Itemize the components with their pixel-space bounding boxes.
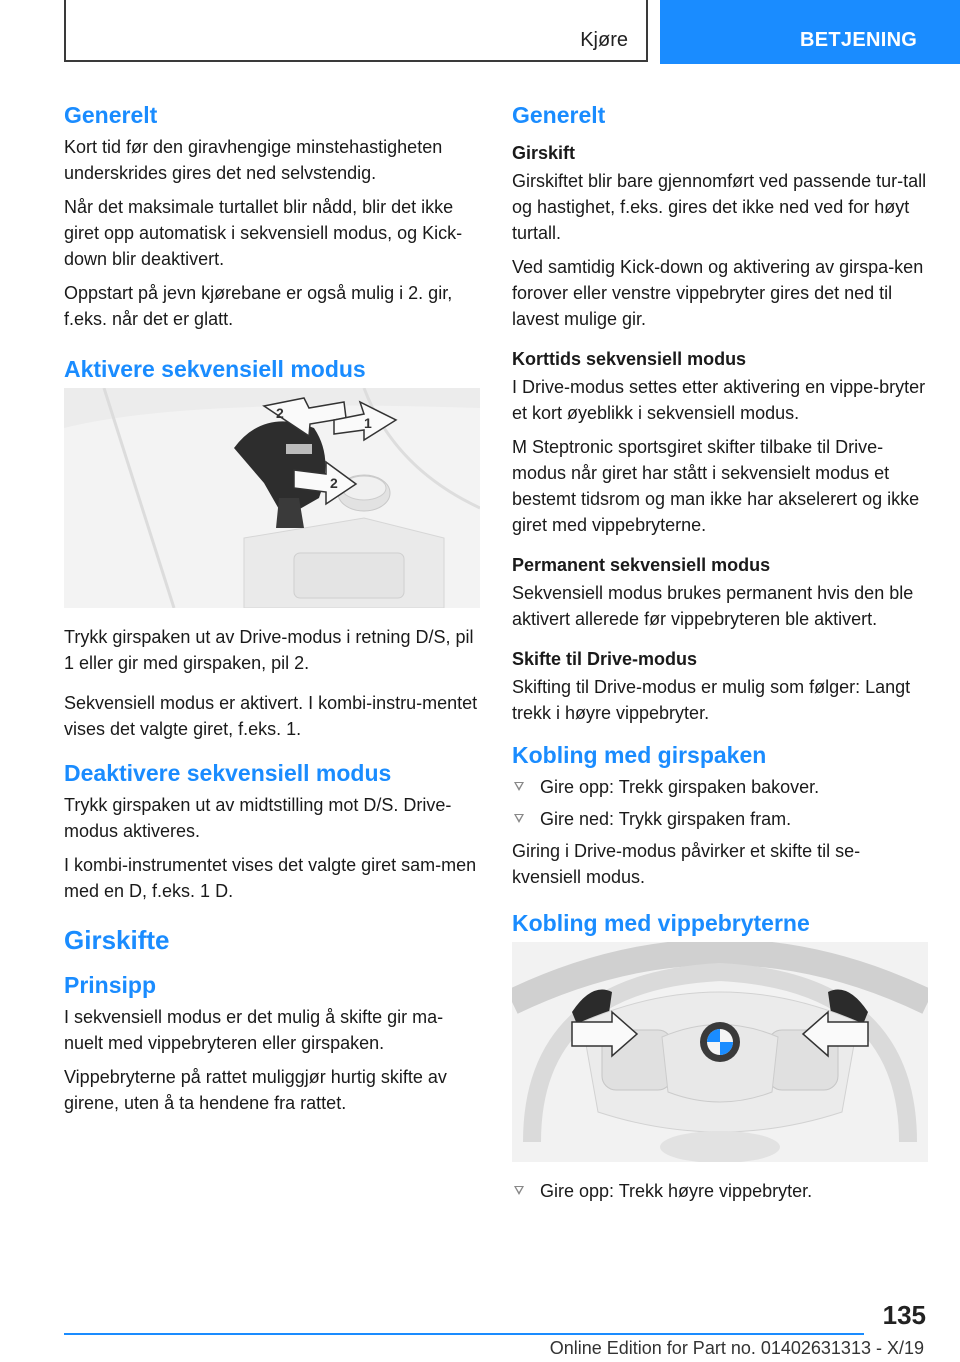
steering-wheel-svg (512, 942, 928, 1162)
gear-selector-illustration (64, 388, 480, 608)
subheading-girskift: Girskift (512, 143, 576, 163)
heading-deaktivere: Deaktivere sekvensiell modus (64, 760, 392, 786)
paragraph: Giring i Drive-modus påvirker et skifte til se-kvensiell modus. (512, 841, 861, 887)
left-column (64, 100, 480, 1124)
list-item (512, 1178, 928, 1204)
subheading-permanent: Permanent sekvensiell modus (512, 555, 771, 575)
page-header (0, 0, 960, 66)
footer-rule (64, 1333, 864, 1335)
figure-label-1: 1 (364, 415, 372, 431)
heading-generelt-right: Generelt (512, 102, 606, 128)
subheading-korttids: Korttids sekvensiell modus (512, 349, 747, 369)
list-item-text: Gire opp: Trekk høyre vippebryter. (540, 1181, 813, 1201)
list-item (512, 806, 928, 832)
paragraph: Oppstart på jevn kjørebane er også mulig i 2. gir, f.eks. når det er glatt. (64, 283, 453, 329)
paragraph: Kort tid før den giravhengige minstehastigheten underskrides gires det ned selvstendig. (64, 137, 443, 183)
footer-edition: Online Edition for Part no. 01402631313 - X/19 (549, 1338, 924, 1358)
header-section-box (64, 0, 648, 62)
triangle-bullet-icon (514, 1186, 524, 1195)
paragraph: Sekvensiell modus brukes permanent hvis den ble aktivert allerede før vippebryteren ble aktivert. (512, 583, 914, 629)
paragraph: Girskiftet blir bare gjennomført ved passende tur-tall og hastighet, f.eks. gires det ikke ned ved for høyt turtall. (512, 171, 927, 243)
heading-girskifte: Girskifte (64, 925, 170, 955)
list-item-text: Gire opp: Trekk girspaken bakover. (540, 777, 820, 797)
list-item-text: Gire ned: Trykk girspaken fram. (540, 809, 792, 829)
paragraph: Når det maksimale turtallet blir nådd, blir det ikke giret opp automatisk i sekvensiell modus, og Kick-down blir deaktivert. (64, 197, 463, 269)
triangle-bullet-icon (514, 814, 524, 823)
heading-generelt-left: Generelt (64, 102, 158, 128)
heading-kobling-vippebryterne: Kobling med vippebryterne (512, 910, 810, 936)
right-column (512, 100, 928, 1210)
page-number: 135 (882, 1300, 926, 1330)
paragraph: Trykk girspaken ut av Drive-modus i retning D/S, pil 1 eller gir med girspaken, pil 2. (64, 627, 474, 673)
figure-label-2-bottom: 2 (330, 475, 338, 491)
header-chapter-tab: BETJENING (660, 0, 960, 64)
subheading-skifte: Skifte til Drive-modus (512, 649, 698, 669)
heading-kobling-girspaken: Kobling med girspaken (512, 742, 767, 768)
paragraph: Vippebryterne på rattet muliggjør hurtig skifte av girene, uten å ta hendene fra rattet. (64, 1067, 447, 1113)
paragraph: Trykk girspaken ut av midtstilling mot D/S. Drive-modus aktiveres. (64, 795, 452, 841)
paragraph: I sekvensiell modus er det mulig å skifte gir ma-nuelt med vippebryteren eller girspaken. (64, 1007, 444, 1053)
paragraph: Skifting til Drive-modus er mulig som følger: Langt trekk i høyre vippebryter. (512, 677, 911, 723)
paragraph: Ved samtidig Kick-down og aktivering av girspa-ken forover eller venstre vippebryter gires det ned til lavest mulige gir. (512, 257, 924, 329)
steering-wheel-illustration (512, 942, 928, 1162)
triangle-bullet-icon (514, 782, 524, 791)
paragraph: M Steptronic sportsgiret skifter tilbake til Drive-modus når giret har stått i sekvensielt modus et bestemt tidsrom og man ikke har akselerert og ikke giret med vippebryterne. (512, 437, 920, 535)
heading-prinsipp: Prinsipp (64, 972, 157, 998)
paragraph: Sekvensiell modus er aktivert. I kombi-instru-mentet vises det valgte giret, f.eks. 1. (64, 693, 478, 739)
paragraph: I Drive-modus settes etter aktivering en vippe-bryter et kort øyeblikk i sekvensiell modus. (512, 377, 926, 423)
figure-label-2-top: 2 (276, 405, 284, 421)
heading-aktivere: Aktivere sekvensiell modus (64, 356, 366, 382)
header-section-title: Kjøre (580, 29, 628, 51)
gear-selector-svg (64, 388, 480, 608)
list-item (512, 774, 928, 800)
paragraph: I kombi-instrumentet vises det valgte giret sam-men med en D, f.eks. 1 D. (64, 855, 477, 901)
